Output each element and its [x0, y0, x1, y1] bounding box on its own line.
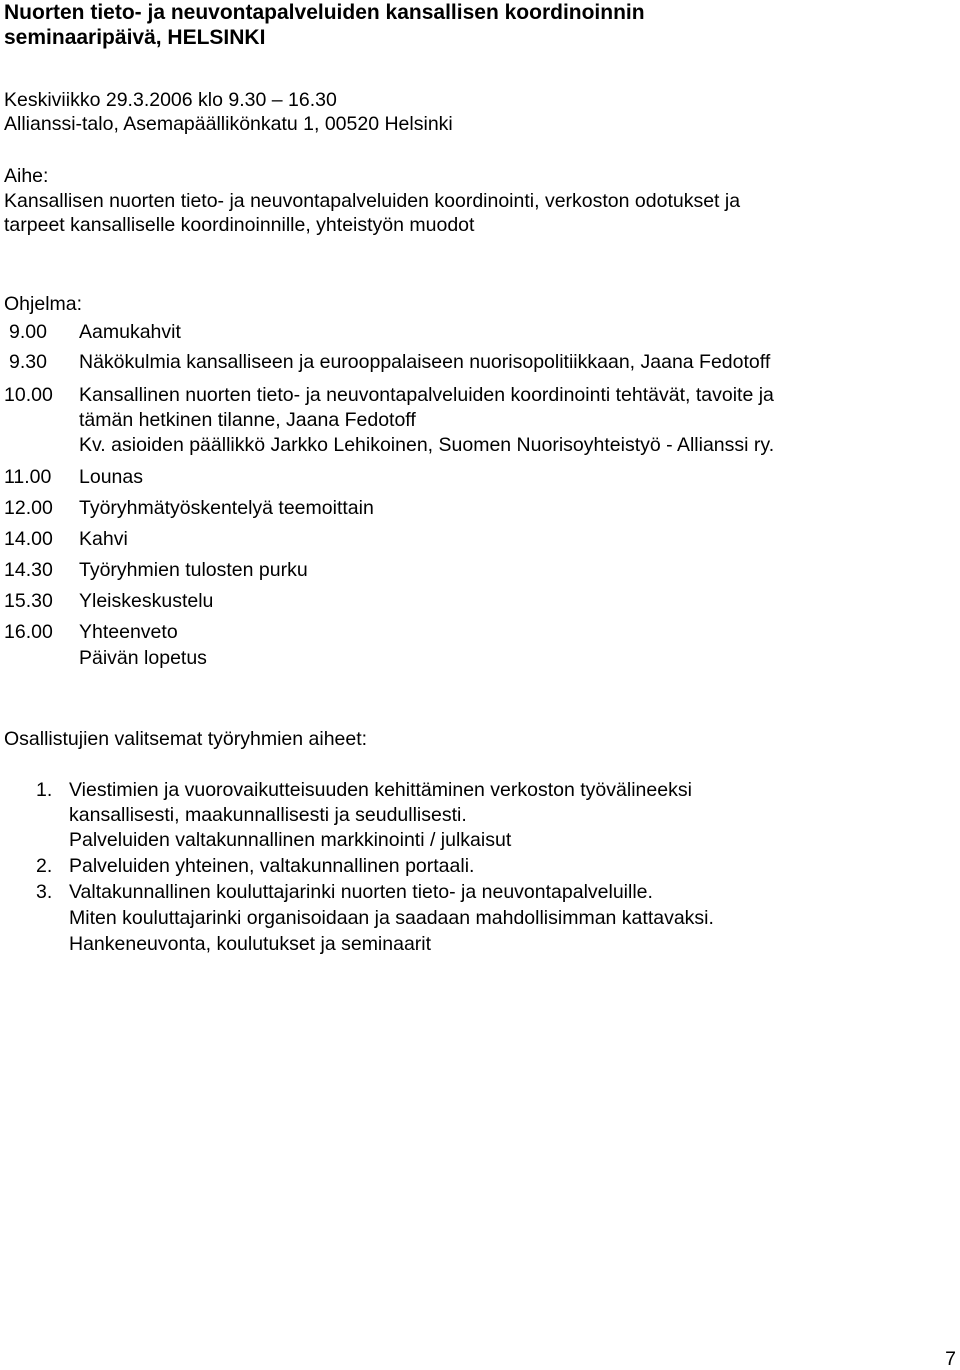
program-time: 9.30 [9, 351, 47, 373]
program-item: Kansallinen nuorten tieto- ja neuvontapalveluiden koordinointi tehtävät, tavoite ja [79, 384, 774, 406]
title-line-1: Nuorten tieto- ja neuvontapalveluiden kansallisen koordinoinnin [4, 1, 645, 24]
program-time: 12.00 [4, 497, 53, 519]
workgroup-line: Palveluiden yhteinen, valtakunnallinen portaali. [69, 855, 475, 877]
workgroup-line: Palveluiden valtakunnallinen markkinointi / julkaisut [69, 829, 512, 851]
program-item-cont: tämän hetkinen tilanne, Jaana Fedotoff [79, 409, 416, 431]
document-title [4, 0, 954, 50]
workgroup-line: kansallisesti, maakunnallisesti ja seudullisesti. [69, 804, 467, 826]
program-item: Yhteenveto [79, 621, 178, 643]
program-item: Kahvi [79, 528, 128, 550]
event-location: Allianssi-talo, Asemapäällikönkatu 1, 00520 Helsinki [4, 113, 453, 135]
program-label: Ohjelma: [4, 293, 83, 315]
program-time: 14.00 [4, 528, 53, 550]
program-time: 15.30 [4, 590, 53, 612]
program-item: Näkökulmia kansalliseen ja eurooppalaiseen nuorisopolitiikkaan, Jaana Fedotoff [79, 351, 771, 373]
program-item: Yleiskeskustelu [79, 590, 214, 612]
program-item: Lounas [79, 466, 143, 488]
workgroup-number: 2. [36, 855, 53, 877]
program-time: 9.00 [9, 321, 47, 343]
program-time: 11.00 [4, 466, 52, 488]
topic-line-2: tarpeet kansalliselle koordinoinnille, yhteistyön muodot [4, 214, 475, 236]
workgroup-number: 3. [36, 881, 53, 903]
workgroup-line: Miten kouluttajarinki organisoidaan ja saadaan mahdollisimman kattavaksi. [69, 907, 714, 929]
program-item: Työryhmien tulosten purku [79, 559, 308, 581]
workgroup-line: Viestimien ja vuorovaikutteisuuden kehittäminen verkoston työvälineeksi [69, 779, 692, 801]
workgroups-label: Osallistujien valitsemat työryhmien aiheet: [4, 728, 368, 750]
workgroup-number: 1. [36, 779, 53, 801]
workgroup-line: Valtakunnallinen kouluttajarinki nuorten tieto- ja neuvontapalveluille. [69, 881, 653, 903]
program-time: 14.30 [4, 559, 53, 581]
program-time: 10.00 [4, 384, 53, 406]
event-datetime: Keskiviikko 29.3.2006 klo 9.30 – 16.30 [4, 89, 337, 111]
topic-line-1: Kansallisen nuorten tieto- ja neuvontapalveluiden koordinointi, verkoston odotukset ja [4, 190, 741, 212]
program-time: 16.00 [4, 621, 53, 643]
program-item-cont: Kv. asioiden päällikkö Jarkko Lehikoinen, Suomen Nuorisoyhteistyö - Allianssi ry. [79, 434, 775, 456]
program-item: Työryhmätyöskentelyä teemoittain [79, 497, 374, 519]
title-line-2: seminaaripäivä, HELSINKI [4, 26, 266, 49]
page-number: 7 [945, 1348, 956, 1370]
topic-label: Aihe: [4, 165, 49, 187]
workgroup-line: Hankeneuvonta, koulutukset ja seminaarit [69, 933, 432, 955]
program-item: Aamukahvit [79, 321, 181, 343]
program-item-cont: Päivän lopetus [79, 647, 207, 669]
